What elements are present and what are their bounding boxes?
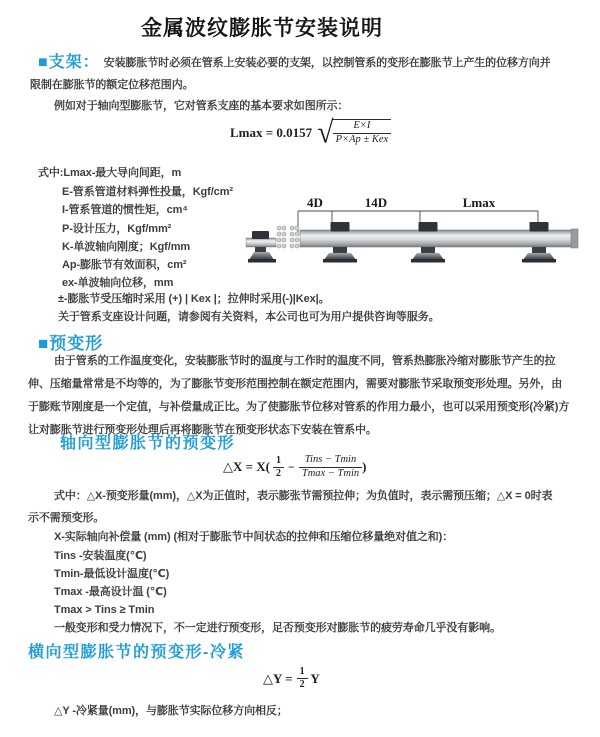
definition-line: E-管系管道材料弹性投量，Kgf/cm² [62, 186, 233, 198]
main-pipe [300, 230, 573, 247]
support-note-line: 关于管系支座设计问题，请参阅有关资料，本公司也可为用户提供咨询等服务。 [58, 311, 440, 323]
lmax-formula [230, 114, 391, 150]
dimension-label-14d: 14D [364, 195, 388, 210]
lateral-half-numerator: 1 [297, 666, 308, 679]
temperature-denominator: Tmax − Tmin [301, 467, 360, 479]
support-line3: 例如对于轴向型膨胀节，它对管系支座的基本要求如图所示： [54, 100, 349, 112]
half-numerator: 1 [273, 455, 284, 468]
minus-operator: − [288, 459, 295, 474]
page-title: 金属波纹膨胀节安装说明 [141, 17, 383, 40]
axial-formula-suffix: ) [362, 459, 367, 475]
support-line2: 限制在膨胀节的额定位移范围内。 [30, 79, 194, 91]
definition-line: I-管系管道的惯性矩，cm⁴ [62, 204, 188, 216]
axial-line: 示不需预变形。 [28, 512, 105, 524]
support-line1-text: 安装膨胀节时必须在管系上安装必要的支架，以控制管系的变形在膨胀节上产生的位移方向并 [103, 57, 551, 69]
support-section-header: ■支架： [38, 54, 100, 71]
lateral-half-fraction [297, 666, 308, 691]
lmax-formula-fraction [333, 119, 392, 146]
one-half-fraction [273, 455, 284, 480]
axial-line: Tmin-最低设计温度(℃) [54, 568, 170, 580]
axial-line: 一般变形和受力情况下，不一定进行预变形，足否预变形对膨胀节的疲劳寿命几乎没有影响。 [54, 622, 501, 634]
pre-deform-line: 由于管系的工作温度变化，安装膨胀节时的温度与工作时的温度不同，管系热膨胀冷缩对膨胀节产生的拉 [54, 355, 556, 367]
definition-line: P-设计压力，Kgf/mm² [62, 223, 172, 235]
definition-line: K-单波轴向刚度；Kgf/mm [62, 241, 191, 253]
lateral-half-denominator: 2 [299, 679, 305, 690]
definition-line: ex-单波轴向位移，mm [62, 277, 174, 289]
axial-line: Tins -安装温度(℃) [54, 550, 147, 562]
axial-line: 式中：△X-预变形量(mm)，△X为正值时，表示膨张节需预拉伸；为负值时，表示需预压缩；△X = 0时表 [54, 490, 553, 502]
dimension-label-lmax: Lmax [462, 195, 496, 210]
axial-formula-prefix: △X = X( [223, 459, 271, 475]
lateral-formula [263, 666, 320, 691]
pre-deform-line: 让对膨胀节进行预变形处理后再将膨胀节在预变形状态下安装在管系中。 [28, 424, 377, 436]
lateral-formula-prefix: △Y = [263, 670, 293, 686]
pre-deform-line: 伸、压缩量常常是不均等的，为了膨胀节变形范围控制在额定范围内，需要对膨胀节采取预变形处理。另外，由 [28, 378, 563, 390]
lmax-formula-prefix: Lmax = 0.0157 [230, 124, 313, 140]
axial-formula [223, 454, 366, 480]
pipe-support-diagram-svg [245, 192, 595, 277]
temperature-numerator: Tins − Tmin [299, 454, 362, 468]
lateral-last-line: △Y -冷紧量(mm)，与膨胀节实际位移方向相反； [54, 705, 288, 717]
half-denominator: 2 [276, 467, 282, 479]
axial-line: Tmax -最高设计温 (℃) [54, 586, 167, 598]
axial-heading: 轴向型膨胀节的预变形 [60, 435, 236, 452]
pre-deform-section-header: ■预变形 [38, 334, 104, 353]
lateral-heading: 横向型膨胀节的预变形-冷紧 [28, 644, 245, 661]
anchor-pipe-stub [246, 238, 276, 247]
definition-line: 式中:Lmax-最大导向间距，m [38, 167, 182, 179]
axial-line: Tmax > Tins ≥ Tmin [54, 604, 155, 616]
lmax-formula-denominator: P×Ap ± Kex [335, 133, 389, 145]
plus-minus-line: ±-膨胀节受压缩时采用 (+) | Kex |；拉伸时采用(-)|Kex|。 [58, 293, 330, 305]
definition-line: Ap-膨胀节有效面积，cm² [62, 259, 187, 271]
pre-deform-line: 于膨账节刚度是一个定值，与补偿量成正比。为了使膨胀节位移对管系的作用力最小，也可以采用预变形(冷紧)方 [28, 401, 570, 413]
lmax-formula-numerator: E×I [333, 120, 392, 134]
axial-line: X-实际轴向补偿量 (mm) (相对于膨胀节中间状态的拉伸和压缩位移量绝对值之和)： [54, 531, 454, 543]
support-first-line [38, 56, 551, 70]
pipe-end-cap [571, 229, 578, 248]
bellows-dots [277, 226, 299, 248]
pipe-support-diagram [245, 192, 595, 277]
dimension-label-4d: 4D [307, 195, 323, 210]
radical-sign: √ [317, 114, 334, 150]
temperature-fraction [299, 454, 362, 480]
lateral-formula-suffix: Y [307, 670, 320, 686]
